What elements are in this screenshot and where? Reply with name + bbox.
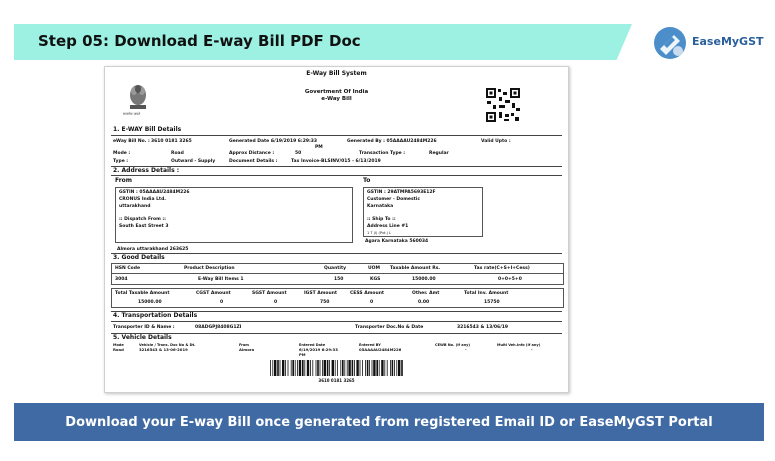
vehicle-header-from: From (239, 343, 249, 347)
totals-cell-cgst: 0 (220, 300, 224, 305)
goods-cell-taxrate: 0+0+5+0 (498, 277, 522, 282)
brand-logo (654, 27, 764, 61)
bill-no-label: eWay Bill No. : (113, 139, 150, 144)
totals-header-inv: Total Inv. Amount (464, 291, 509, 296)
goods-table (111, 263, 564, 285)
vehicle-cell-entered-by: 05AAAAU2484M226 (359, 347, 402, 352)
to-gstin: GSTIN : 29ATMPA5693E12F (367, 190, 436, 195)
bill-no-value: 3610 0181 3265 (151, 139, 192, 144)
vehicle-cell-from: Almora (239, 347, 255, 352)
vehicle-header-entered-by: Entered BY (359, 343, 381, 347)
qr-code-icon (485, 87, 521, 123)
divider (111, 253, 562, 254)
to-name: Customer - Domestic (367, 197, 420, 202)
to-city: Agara Karnataka 560034 (365, 239, 429, 244)
section-address-details: 2. Address Details : (113, 167, 180, 174)
emblem-caption: सत्यमेव जयते (123, 112, 141, 116)
doc-gov-line1: Govertment Of India (304, 89, 369, 95)
transporter-label: Transporter ID & Name : (113, 325, 175, 330)
vehicle-cell-entered-date: 6/19/2019 6:29:33 (299, 347, 338, 352)
section-transportation-details: 4. Transportation Details (113, 312, 198, 319)
gen-date-label: Generated Date : (229, 139, 273, 144)
from-label: From (115, 177, 133, 184)
totals-header-taxable: Total Taxable Amount (115, 291, 170, 296)
section-vehicle-details: 5. Vehicle Details (113, 334, 172, 341)
footer-banner (14, 403, 764, 441)
totals-header-cess: CESS Amount (350, 291, 385, 296)
goods-header-qty: Quantity (324, 266, 347, 271)
footer-text: Download your E-way Bill once generated from registered Email ID or EaseMyGST Portal (65, 414, 713, 430)
mode-value: Road (171, 151, 184, 156)
totals-header-other: Other. Amt (412, 291, 440, 296)
from-gstin: GSTIN : 05AAAAU2484M226 (119, 190, 190, 195)
doc-system-title: E-Way Bill System (306, 70, 367, 77)
vehicle-header-multi: Multi Veh.Info (If any) (497, 343, 541, 347)
valid-upto-label: Valid Upto : (481, 139, 511, 144)
totals-cell-sgst: 0 (274, 300, 278, 305)
from-city: Almora uttarakhand 263625 (117, 247, 189, 252)
goods-header-taxable: Taxable Amount Rs. (390, 266, 441, 271)
goods-cell-desc: E-Way Bill Items 1 (198, 277, 244, 282)
section-good-details: 3. Good Details (113, 254, 165, 261)
brand-logo-icon (654, 27, 686, 59)
vehicle-cell-multi: - (531, 347, 533, 352)
divider (111, 135, 562, 136)
vehicle-cell-mode: Road (113, 347, 124, 352)
from-name: CRONUS India Ltd. (119, 197, 167, 202)
type-label: Type : (113, 159, 129, 164)
doc-details-label: Document Details : (229, 159, 278, 164)
vehicle-cell-doc: 3216543 & 13-06-2019 (139, 347, 188, 352)
dispatch-from-label: :: Dispatch From :: (119, 217, 166, 222)
goods-cell-uom: KGS (370, 277, 381, 282)
totals-cell-cess: 0 (370, 300, 374, 305)
vehicle-cell-pm: PM (299, 352, 306, 357)
barcode-icon (270, 360, 403, 376)
from-state: uttarakhand (119, 204, 151, 209)
goods-cell-hsn: 3004 (115, 277, 128, 282)
vehicle-header-entered-date: Entered Date (299, 343, 326, 347)
doc-gov-line2: e-Way Bill (321, 96, 352, 102)
type-value: Outward - Supply (171, 159, 216, 164)
to-address-box (363, 187, 483, 237)
barcode-number: 3610 0181 3265 (318, 378, 355, 383)
goods-header-desc: Product Description (184, 266, 235, 271)
eway-bill-document (104, 66, 569, 393)
totals-table (111, 288, 564, 308)
totals-header-cgst: CGST Amount (196, 291, 231, 296)
totals-cell-other: 0.00 (418, 300, 430, 305)
transport-doc-label: Transporter Doc.No & Date (355, 325, 424, 330)
goods-cell-qty: 150 (334, 277, 344, 282)
to-address-line2: 1 T (I) (Pvt.) L (367, 231, 391, 235)
divider (111, 175, 562, 176)
to-address-line1: Address Line #1 (367, 224, 409, 229)
totals-cell-igst: 750 (320, 300, 330, 305)
to-label: To (363, 177, 371, 184)
ship-to-label: :: Ship To :: (367, 217, 396, 222)
totals-header-igst: IGST Amount (304, 291, 338, 296)
totals-cell-taxable: 15000.00 (138, 300, 162, 305)
vehicle-cell-cewb: - (465, 347, 467, 352)
brand-name: EaseMyGST (692, 35, 764, 48)
distance-label: Approx Distance : (229, 151, 275, 156)
divider (111, 333, 562, 334)
goods-cell-taxable: 15000.00 (412, 277, 436, 282)
vehicle-header-doc: Vehicle / Trans. Doc No & Dt. (139, 343, 196, 347)
txn-type-label: Transaction Type : (359, 151, 406, 156)
divider (111, 321, 562, 322)
gen-date-value: 6/19/2019 6:29:33 (271, 139, 318, 144)
goods-header-taxrate: Tax rate(C+S+I+Cess) (474, 266, 530, 271)
goods-table-rule (112, 273, 563, 274)
from-address-box (115, 187, 353, 243)
txn-type-value: Regular (429, 151, 449, 156)
banner-title: Step 05: Download E-way Bill PDF Doc (38, 32, 361, 50)
section-eway-bill-details: 1. E-WAY Bill Details (113, 126, 182, 133)
doc-details-value: Tax Invoice-BLSINV/015 - 6/13/2019 (291, 159, 381, 164)
totals-cell-inv: 15750 (484, 300, 500, 305)
mode-label: Mode : (113, 151, 131, 156)
to-state: Karnataka (367, 204, 394, 209)
goods-header-hsn: HSN Code (115, 266, 141, 271)
transport-doc-value: 3216543 & 13/06/19 (457, 325, 509, 330)
gen-date-pm: PM (315, 145, 323, 150)
vehicle-header-mode: Mode (113, 343, 124, 347)
transporter-value: 08ADGPJ8408G1ZI (195, 325, 242, 330)
from-street: South East Street 3 (119, 224, 169, 229)
goods-header-uom: UOM (368, 266, 380, 271)
distance-value: 50 (295, 151, 302, 156)
totals-header-sgst: SGST Amount (252, 291, 287, 296)
vehicle-header-cewb: CEWB No. (If any) (435, 343, 470, 347)
gen-by: Generated By : 05AAAAU2484M226 (347, 139, 437, 144)
